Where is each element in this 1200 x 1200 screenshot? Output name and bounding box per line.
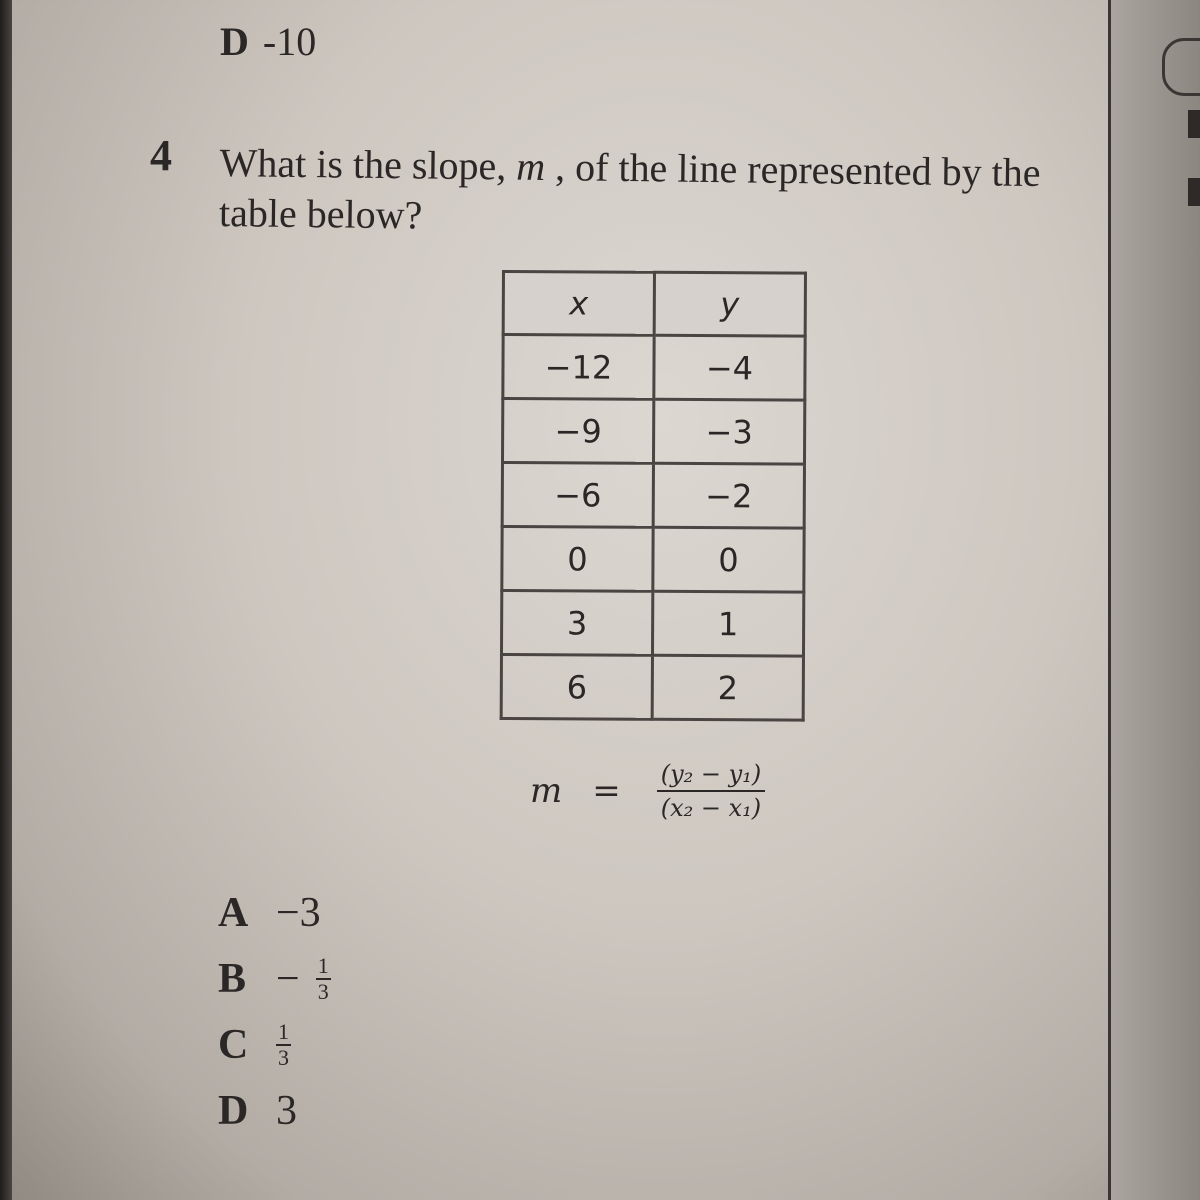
choice-letter: D xyxy=(218,1088,249,1134)
cell-x: −12 xyxy=(503,335,654,400)
page-edge-shadow xyxy=(0,0,12,1200)
adjacent-page xyxy=(1111,0,1200,1200)
choice-value: 3 xyxy=(276,1088,297,1134)
choice-value: −3 xyxy=(276,890,321,936)
choice-value: -10 xyxy=(262,19,317,64)
previous-answer-choice xyxy=(220,18,316,65)
formula-denominator: (x₂ − x₁) xyxy=(660,794,762,822)
choice-letter: B xyxy=(218,956,247,1002)
answer-choice-b[interactable] xyxy=(218,946,331,1012)
cell-y: 0 xyxy=(653,527,804,592)
question-number: 4 xyxy=(150,131,172,180)
adjacent-page-mark xyxy=(1188,110,1200,138)
choice-letter: C xyxy=(218,1022,249,1068)
cell-x: 3 xyxy=(501,591,652,656)
table-row xyxy=(502,527,804,593)
slope-formula xyxy=(530,760,765,822)
fraction-denominator: 3 xyxy=(278,1045,289,1070)
adjacent-page-bubble xyxy=(1162,38,1200,96)
cell-x: −6 xyxy=(502,463,653,528)
answer-choices xyxy=(218,880,331,1144)
xy-table xyxy=(500,270,807,722)
table-row xyxy=(503,335,805,401)
fraction-denominator: 3 xyxy=(317,979,329,1004)
cell-x: −9 xyxy=(502,399,653,464)
header-x: x xyxy=(503,272,654,336)
cell-y: 2 xyxy=(652,655,803,720)
answer-choice-d[interactable] xyxy=(218,1078,331,1144)
slope-variable: m xyxy=(516,143,546,189)
question-text xyxy=(219,138,1090,249)
question-text-part: What is the slope, xyxy=(219,139,507,189)
table-row xyxy=(501,591,803,657)
formula-equals: = xyxy=(592,771,621,811)
cell-y: 1 xyxy=(652,591,803,656)
choice-fraction xyxy=(276,1020,291,1070)
table-row xyxy=(501,655,803,721)
fraction-numerator: 1 xyxy=(278,1019,289,1044)
question-text-part: , of the line represented by the table below? xyxy=(218,144,1041,238)
fraction-numerator: 1 xyxy=(317,953,329,978)
cell-x: 6 xyxy=(501,655,652,720)
cell-y: −3 xyxy=(653,399,804,464)
header-y: y xyxy=(654,272,805,336)
formula-fraction xyxy=(657,760,765,822)
answer-choice-c[interactable] xyxy=(218,1012,331,1078)
formula-numerator: (y₂ − y₁) xyxy=(657,760,765,792)
cell-x: 0 xyxy=(502,527,653,592)
formula-lhs: m xyxy=(530,771,563,811)
adjacent-page-mark xyxy=(1188,178,1200,206)
choice-letter: A xyxy=(218,890,249,936)
choice-fraction xyxy=(316,954,331,1004)
answer-choice-a[interactable] xyxy=(218,880,331,946)
table-row xyxy=(502,463,804,529)
table-header-row xyxy=(503,272,805,337)
table-row xyxy=(502,399,804,465)
cell-y: −2 xyxy=(653,463,804,528)
choice-sign: − xyxy=(276,956,300,1002)
cell-y: −4 xyxy=(654,335,805,400)
choice-letter: D xyxy=(220,19,249,64)
